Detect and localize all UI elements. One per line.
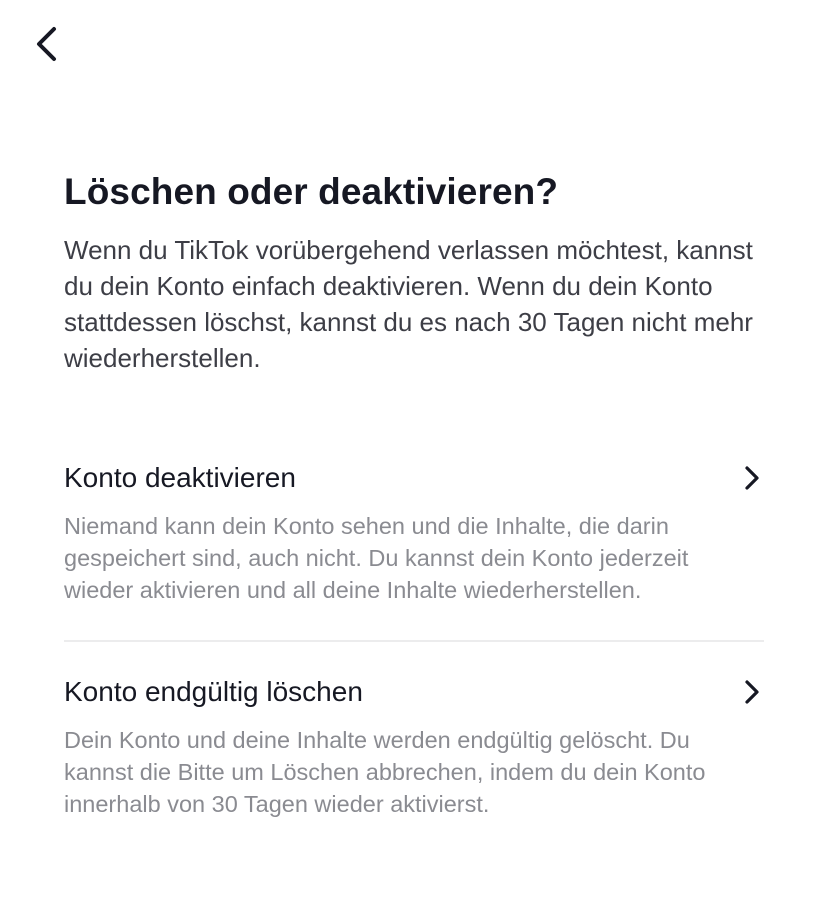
back-button[interactable]	[24, 22, 68, 66]
option-header	[64, 458, 764, 498]
intro-text: Wenn du TikTok vorübergehend verlassen möchtest, kannst du dein Konto einfach deaktivieren. Wenn du dein Konto stattdessen löschst, kannst du es nach 30 Tagen nicht mehr wiederherstellen.	[64, 235, 753, 373]
chevron-right-icon	[740, 458, 764, 498]
divider	[64, 640, 764, 642]
chevron-left-icon	[32, 24, 60, 64]
chevron-right-icon	[740, 672, 764, 712]
page-title: Löschen oder deaktivieren?	[64, 171, 559, 212]
deactivate-account-title: Konto deaktivieren	[64, 462, 296, 493]
delete-account-option[interactable]	[64, 672, 764, 820]
option-header	[64, 672, 764, 712]
delete-account-title: Konto endgültig löschen	[64, 676, 363, 707]
main-content	[64, 168, 764, 820]
delete-account-description: Dein Konto und deine Inhalte werden endgültig gelöscht. Du kannst die Bitte um Löschen abbrechen, indem du dein Konto innerhalb von 30 Tagen wieder aktivierst.	[64, 727, 706, 817]
deactivate-account-description: Niemand kann dein Konto sehen und die Inhalte, die darin gespeichert sind, auch nicht. Du kannst dein Konto jederzeit wieder aktivieren und all deine Inhalte wiederherstellen.	[64, 513, 689, 603]
deactivate-account-option[interactable]	[64, 458, 764, 606]
